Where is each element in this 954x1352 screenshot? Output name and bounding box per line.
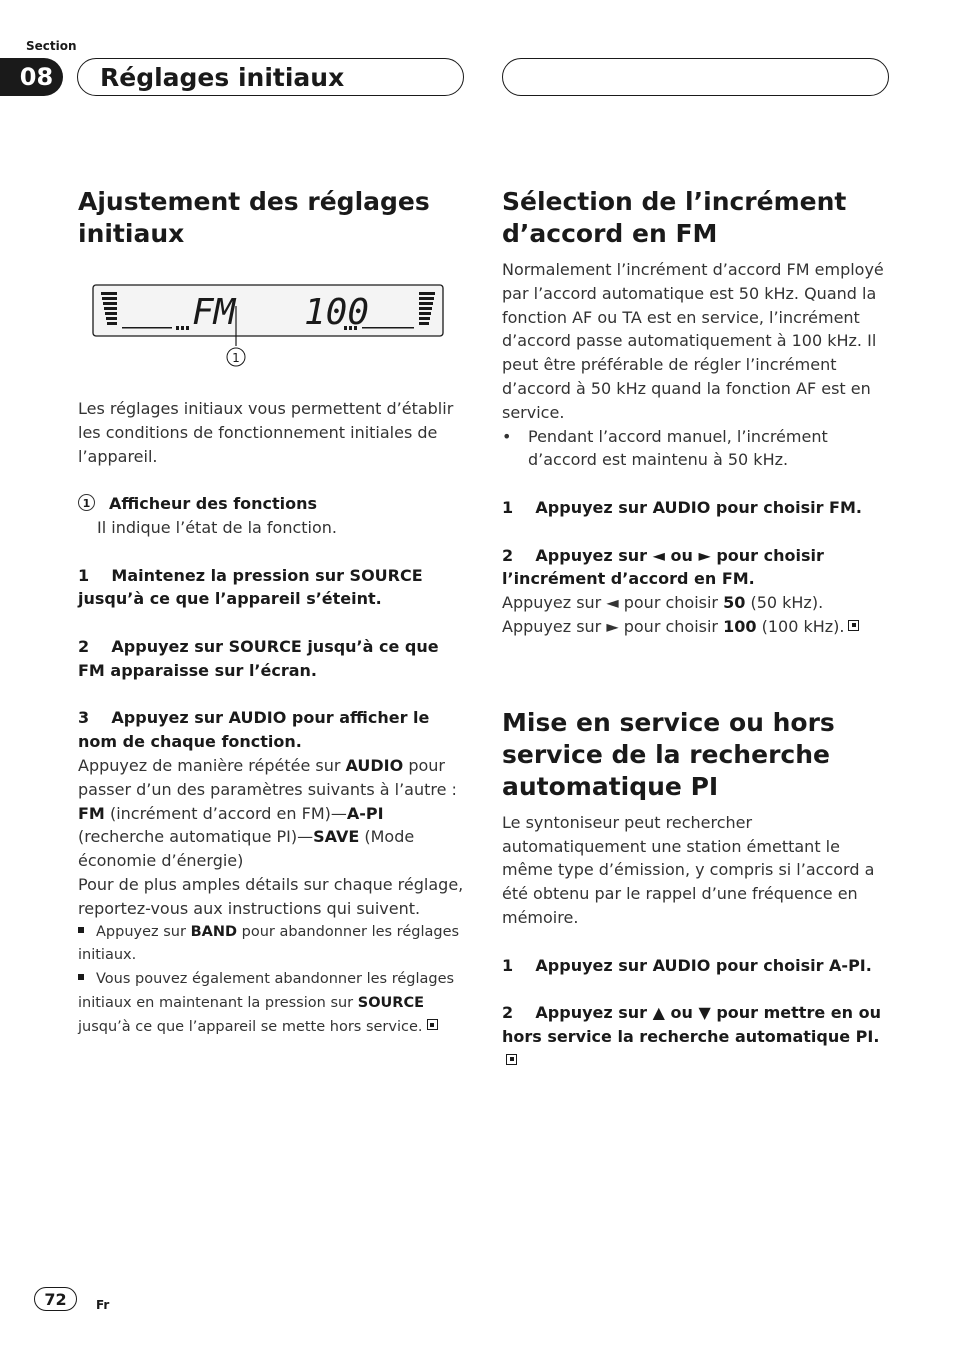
- heading-initial-settings: Ajustement des réglages initiaux: [78, 187, 430, 248]
- heading-fm-step: Sélection de l’incrément d’accord en FM: [502, 187, 847, 248]
- fm-step-2: 2 Appuyez sur ◄ ou ► pour choisir l’incrément d’accord en FM.: [502, 545, 830, 589]
- fm-step-1: 1 Appuyez sur AUDIO pour choisir FM.: [502, 497, 862, 517]
- step-3: 3 Appuyez sur AUDIO pour afficher le nom de chaque fonction.: [78, 708, 435, 752]
- language-label: Fr: [96, 1298, 110, 1312]
- lcd-text-freq: 100: [304, 292, 370, 333]
- pi-step-1: 1 Appuyez sur AUDIO pour choisir A-PI.: [502, 955, 872, 975]
- section-label: Section: [26, 39, 77, 53]
- left-column-body: [78, 397, 468, 1040]
- section-title: [77, 58, 464, 96]
- lcd-callout-number: 1: [232, 351, 240, 365]
- callout-item: [78, 492, 468, 516]
- pi-step-2: 2 Appuyez sur ▲ ou ▼ pour mettre en ou hors service la recherche automatique PI.: [502, 1001, 890, 1072]
- note-2: Vous pouvez également abandonner les réglages initiaux en maintenant la pression sur SOURCE jusqu’à ce que l’appareil se mette hors service.: [78, 971, 455, 1035]
- note-1: Appuyez sur BAND pour abandonner les réglages initiaux.: [78, 923, 460, 964]
- end-mark-icon: [427, 1019, 438, 1030]
- fm-step-bullet: • Pendant l’accord manuel, l’incrément d’accord est maintenu à 50 kHz.: [502, 426, 828, 470]
- heading-pi-search: Mise en service ou hors service de la recherche automatique PI: [502, 707, 835, 801]
- step-2: 2 Appuyez sur SOURCE jusqu’à ce que FM apparaisse sur l’écran.: [78, 636, 445, 680]
- section-number: 08: [0, 58, 63, 96]
- page-number: 72: [34, 1287, 77, 1311]
- intro-paragraph: Les réglages initiaux vous permettent d’établir les conditions de fonctionnement initiales de l’appareil.: [78, 399, 454, 466]
- callout-description: Il indique l’état de la fonction.: [97, 517, 337, 537]
- step-3-more: Pour de plus amples détails sur chaque réglage, reportez-vous aux instructions qui suivent.: [78, 874, 464, 918]
- callout-title: Afficheur des fonctions: [109, 494, 318, 514]
- lcd-display-illustration: [92, 284, 446, 374]
- end-mark-icon: [506, 1054, 517, 1065]
- end-mark-icon: [848, 620, 859, 631]
- section-title-blank: [502, 58, 889, 96]
- fm-step-intro: Normalement l’incrément d’accord FM employé par l’accord automatique est 50 kHz. Quand la fonction AF ou TA est en service, l’incrément d’accord passe automatiquement à 100 kHz. Il peut être préférable de régler l’incrément d’accord à 50 kHz quand la fonction AF est en service.: [502, 260, 884, 422]
- pi-search-intro: Le syntoniseur peut rechercher automatiquement une station émettant le même type d’émission, y compris si l’accord a été obtenu par le rappel d’une fréquence en mémoire.: [502, 812, 875, 927]
- right-column-body: [502, 186, 890, 1073]
- step-1: 1 Maintenez la pression sur SOURCE jusqu’à ce que l’appareil s’éteint.: [78, 565, 429, 609]
- fm-step-2-description: Appuyez sur ◄ pour choisir 50 (50 kHz). Appuyez sur ► pour choisir 100 (100 kHz).: [502, 591, 890, 639]
- note-square-icon: [78, 927, 84, 933]
- section-title-text: Réglages initiaux: [100, 62, 345, 92]
- lcd-text-fm: FM: [192, 292, 236, 333]
- step-3-description: Appuyez de manière répétée sur AUDIO pour passer d’un des paramètres suivants à l’autre : FM (incrément d’accord en FM)—A-PI (recherche automatique PI)—SAVE (Mode économie d’énergie): [78, 755, 457, 871]
- note-square-icon: [78, 974, 84, 980]
- callout-number: 1: [78, 494, 95, 511]
